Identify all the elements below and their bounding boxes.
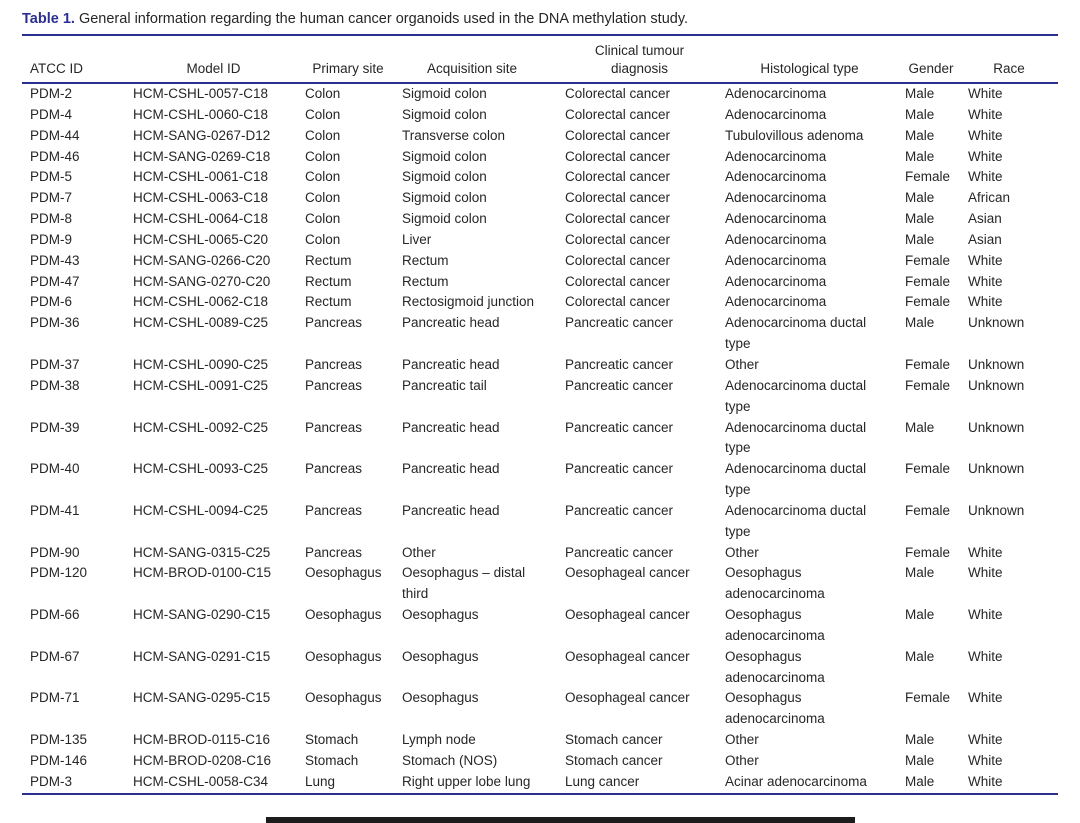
table-cell: Male	[905, 86, 935, 101]
table-cell: Sigmoid colon	[402, 169, 487, 185]
table-row	[22, 167, 1058, 188]
table-cell: PDM-44	[30, 127, 80, 143]
table-cell: Colon	[305, 190, 341, 206]
table-cell: Oesophageal cancer	[565, 648, 690, 664]
table-cell: White	[968, 273, 1003, 289]
table-cell: Male	[905, 648, 935, 664]
table-cell: Asian	[968, 231, 1002, 247]
table-cell: Pancreatic cancer	[565, 315, 674, 331]
table-cell: HCM-BROD-0115-C16	[133, 732, 271, 748]
table-cell: Adenocarcinoma	[725, 169, 827, 185]
table-cell: Colon	[305, 211, 341, 227]
table-cell: Colorectal cancer	[565, 169, 671, 185]
table-cell: Transverse colon	[402, 127, 506, 143]
table-row	[22, 605, 1058, 647]
table-cell: Female	[905, 690, 951, 706]
table-row	[22, 459, 1058, 501]
table-cell: Colon	[305, 148, 341, 164]
table-cell: Colon	[305, 127, 341, 143]
table-cell: PDM-2	[30, 86, 73, 101]
table-cell: Oesophagus adenocarcinoma	[725, 565, 825, 602]
table-cell: HCM-BROD-0100-C15	[133, 565, 272, 581]
table-cell: Adenocarcinoma	[725, 106, 827, 122]
table-cell: White	[968, 607, 1003, 623]
table-cell: HCM-SANG-0295-C15	[133, 690, 271, 706]
table-row	[22, 647, 1058, 689]
table-cell: PDM-43	[30, 252, 80, 268]
table-cell: Right upper lobe lung	[402, 773, 531, 789]
column-header-gender: Gender	[902, 35, 965, 83]
table-cell: Colorectal cancer	[565, 211, 671, 227]
table-cell: PDM-47	[30, 273, 80, 289]
table-cell: White	[968, 544, 1003, 560]
table-cell: Colorectal cancer	[565, 294, 671, 310]
table-row	[22, 355, 1058, 376]
table-cell: White	[968, 773, 1003, 789]
column-header-primary-site: Primary site	[302, 35, 399, 83]
table-row	[22, 105, 1058, 126]
table-cell: Female	[905, 461, 951, 477]
table-cell: HCM-CSHL-0091-C25	[133, 377, 269, 393]
table-cell: Oesophagus	[305, 648, 382, 664]
table-cell: Oesophagus	[305, 607, 382, 623]
table-cell: Male	[905, 106, 935, 122]
table-cell: Adenocarcinoma ductal type	[725, 315, 867, 352]
table-cell: HCM-SANG-0315-C25	[133, 544, 271, 560]
table-cell: Unknown	[968, 461, 1025, 477]
table-cell: Female	[905, 169, 951, 185]
table-cell: Pancreatic head	[402, 502, 500, 518]
table-cell: Pancreatic cancer	[565, 377, 674, 393]
table-cell: Oesophageal cancer	[565, 607, 690, 623]
table-cell: Colorectal cancer	[565, 190, 671, 206]
table-cell: African	[968, 190, 1011, 206]
table-cell: Sigmoid colon	[402, 190, 487, 206]
table-cell: PDM-4	[30, 106, 73, 122]
table-cell: HCM-SANG-0267-D12	[133, 127, 271, 143]
table-cell: Unknown	[968, 502, 1025, 518]
table-cell: White	[968, 753, 1003, 768]
table-cell: White	[968, 252, 1003, 268]
table-cell: Acinar adenocarcinoma	[725, 773, 867, 789]
table-cell: PDM-66	[30, 607, 80, 623]
table-cell: HCM-SANG-0266-C20	[133, 252, 271, 268]
table-cell: Colorectal cancer	[565, 252, 671, 268]
table-cell: Male	[905, 732, 935, 748]
table-cell: Stomach	[305, 753, 359, 768]
table-cell: HCM-CSHL-0057-C18	[133, 86, 269, 101]
table-row	[22, 126, 1058, 147]
table-cell: Other	[725, 753, 759, 768]
table-cell: Unknown	[968, 419, 1025, 435]
table-cell: HCM-CSHL-0093-C25	[133, 461, 269, 477]
table-cell: Colorectal cancer	[565, 86, 671, 101]
table-cell: Lymph node	[402, 732, 476, 748]
column-header-histological-type: Histological type	[722, 35, 902, 83]
table-cell: PDM-146	[30, 753, 88, 768]
table-cell: White	[968, 732, 1003, 748]
table-cell: Rectum	[305, 252, 352, 268]
table-cell: HCM-CSHL-0058-C34	[133, 773, 269, 789]
table-cell: Adenocarcinoma	[725, 190, 827, 206]
table-cell: Pancreas	[305, 356, 363, 372]
table-cell: Colon	[305, 106, 341, 122]
table-cell: Other	[725, 544, 759, 560]
table-row	[22, 272, 1058, 293]
table-cell: Female	[905, 356, 951, 372]
table-cell: Pancreatic cancer	[565, 502, 674, 518]
table-cell: PDM-9	[30, 231, 73, 247]
table-cell: Stomach cancer	[565, 753, 663, 768]
table-cell: Adenocarcinoma ductal type	[725, 377, 867, 414]
table-cell: PDM-71	[30, 690, 80, 706]
table-cell: Pancreatic head	[402, 356, 500, 372]
table-cell: PDM-38	[30, 377, 80, 393]
column-header-race: Race	[965, 35, 1058, 83]
table-cell: PDM-36	[30, 315, 80, 331]
table-cell: Pancreatic head	[402, 419, 500, 435]
table-cell: Adenocarcinoma ductal type	[725, 502, 867, 539]
table-cell: Male	[905, 565, 935, 581]
table-cell: Unknown	[968, 315, 1025, 331]
table-cell: Male	[905, 607, 935, 623]
table-cell: PDM-90	[30, 544, 80, 560]
table-row	[22, 209, 1058, 230]
table-cell: Adenocarcinoma	[725, 231, 827, 247]
table-cell: PDM-3	[30, 773, 73, 789]
table-cell: White	[968, 169, 1003, 185]
column-header-acquisition-site: Acquisition site	[399, 35, 562, 83]
table-cell: Oesophagus adenocarcinoma	[725, 690, 825, 727]
table-cell: Female	[905, 544, 951, 560]
table-cell: HCM-CSHL-0060-C18	[133, 106, 269, 122]
table-cell: PDM-7	[30, 190, 73, 206]
table-row	[22, 147, 1058, 168]
table-cell: Unknown	[968, 377, 1025, 393]
table-cell: HCM-CSHL-0065-C20	[133, 231, 269, 247]
paper-table-section	[22, 10, 1058, 795]
table-cell: PDM-41	[30, 502, 80, 518]
table-cell: HCM-SANG-0290-C15	[133, 607, 271, 623]
table-cell: White	[968, 648, 1003, 664]
table-row	[22, 292, 1058, 313]
table-cell: Tubulovillous adenoma	[725, 127, 864, 143]
table-cell: Pancreatic cancer	[565, 419, 674, 435]
table-cell: Rectum	[305, 273, 352, 289]
table-cell: Female	[905, 377, 951, 393]
table-row	[22, 772, 1058, 794]
table-cell: Lung	[305, 773, 336, 789]
table-cell: HCM-CSHL-0063-C18	[133, 190, 269, 206]
table-caption-label: Table 1.	[22, 11, 75, 27]
table-cell: PDM-37	[30, 356, 80, 372]
table-cell: PDM-120	[30, 565, 88, 581]
table-cell: Pancreas	[305, 502, 363, 518]
table-cell: Stomach	[305, 732, 359, 748]
table-cell: Oesophagus	[305, 565, 382, 581]
table-cell: PDM-46	[30, 148, 80, 164]
table-row	[22, 251, 1058, 272]
table-cell: Adenocarcinoma	[725, 86, 827, 101]
table-cell: Adenocarcinoma	[725, 252, 827, 268]
table-cell: White	[968, 294, 1003, 310]
table-cell: Pancreas	[305, 377, 363, 393]
table-row	[22, 188, 1058, 209]
table-cell: Pancreas	[305, 419, 363, 435]
table-cell: Oesophageal cancer	[565, 690, 690, 706]
table-cell: White	[968, 690, 1003, 706]
table-cell: Adenocarcinoma	[725, 211, 827, 227]
table-cell: Other	[725, 732, 759, 748]
table-cell: PDM-8	[30, 211, 73, 227]
table-cell: PDM-40	[30, 461, 80, 477]
table-cell: Pancreas	[305, 544, 363, 560]
table-cell: Oesophagus	[402, 648, 479, 664]
table-row	[22, 376, 1058, 418]
table-cell: Asian	[968, 211, 1002, 227]
table-cell: HCM-CSHL-0064-C18	[133, 211, 269, 227]
table-cell: Female	[905, 502, 951, 518]
table-cell: Female	[905, 273, 951, 289]
table-cell: HCM-CSHL-0061-C18	[133, 169, 269, 185]
table-cell: Sigmoid colon	[402, 148, 487, 164]
table-cell: Sigmoid colon	[402, 106, 487, 122]
table-cell: Male	[905, 231, 935, 247]
organoids-table	[22, 34, 1058, 795]
table-cell: PDM-67	[30, 648, 80, 664]
next-table-top-border	[266, 817, 855, 823]
table-cell: Oesophagus adenocarcinoma	[725, 648, 825, 685]
table-body	[22, 83, 1058, 794]
table-row	[22, 230, 1058, 251]
table-cell: Colon	[305, 169, 341, 185]
table-cell: Other	[725, 356, 759, 372]
table-cell: Adenocarcinoma	[725, 294, 827, 310]
table-row	[22, 751, 1058, 772]
table-cell: Female	[905, 294, 951, 310]
table-cell: White	[968, 106, 1003, 122]
table-cell: HCM-CSHL-0092-C25	[133, 419, 269, 435]
table-cell: Rectum	[402, 273, 449, 289]
table-cell: HCM-SANG-0270-C20	[133, 273, 271, 289]
table-cell: PDM-135	[30, 732, 88, 748]
table-cell: Pancreatic tail	[402, 377, 487, 393]
table-cell: Sigmoid colon	[402, 86, 487, 101]
table-cell: Pancreas	[305, 315, 363, 331]
table-cell: Male	[905, 148, 935, 164]
table-row	[22, 730, 1058, 751]
table-header	[22, 35, 1058, 83]
table-cell: White	[968, 148, 1003, 164]
table-cell: Other	[402, 544, 436, 560]
table-cell: PDM-6	[30, 294, 73, 310]
table-cell: Unknown	[968, 356, 1025, 372]
table-cell: Colorectal cancer	[565, 273, 671, 289]
table-row	[22, 313, 1058, 355]
table-cell: Stomach cancer	[565, 732, 663, 748]
table-cell: Pancreatic cancer	[565, 544, 674, 560]
table-cell: HCM-CSHL-0062-C18	[133, 294, 269, 310]
table-row	[22, 501, 1058, 543]
table-cell: Male	[905, 127, 935, 143]
table-cell: Colorectal cancer	[565, 231, 671, 247]
table-cell: Pancreatic cancer	[565, 461, 674, 477]
table-cell: Rectum	[305, 294, 352, 310]
table-cell: Rectum	[402, 252, 449, 268]
table-caption-text: General information regarding the human cancer organoids used in the DNA methylation study.	[78, 11, 689, 27]
table-cell: Oesophagus	[305, 690, 382, 706]
table-cell: Colorectal cancer	[565, 127, 671, 143]
table-cell: Oesophageal cancer	[565, 565, 690, 581]
table-cell: HCM-SANG-0291-C15	[133, 648, 271, 664]
table-cell: Colorectal cancer	[565, 148, 671, 164]
table-cell: Liver	[402, 231, 432, 247]
table-row	[22, 543, 1058, 564]
table-cell: Oesophagus – distal third	[402, 565, 526, 602]
table-row	[22, 688, 1058, 730]
table-cell: HCM-SANG-0269-C18	[133, 148, 271, 164]
table-cell: White	[968, 565, 1003, 581]
table-cell: Oesophagus adenocarcinoma	[725, 607, 825, 643]
table-cell: Sigmoid colon	[402, 211, 487, 227]
table-cell: Male	[905, 753, 935, 768]
table-cell: Male	[905, 315, 935, 331]
table-cell: Colorectal cancer	[565, 106, 671, 122]
column-header-clinical-diagnosis: Clinical tumour diagnosis	[562, 35, 722, 83]
column-header-atcc-id: ATCC ID	[22, 35, 130, 83]
table-cell: HCM-CSHL-0094-C25	[133, 502, 269, 518]
table-cell: Male	[905, 211, 935, 227]
header-row	[22, 35, 1058, 83]
table-cell: HCM-CSHL-0089-C25	[133, 315, 269, 331]
table-cell: Female	[905, 252, 951, 268]
table-cell: Oesophagus	[402, 690, 479, 706]
table-cell: Stomach (NOS)	[402, 753, 498, 768]
table-cell: Adenocarcinoma	[725, 273, 827, 289]
table-cell: PDM-5	[30, 169, 73, 185]
column-header-model-id: Model ID	[130, 35, 302, 83]
table-cell: PDM-39	[30, 419, 80, 435]
table-cell: HCM-BROD-0208-C16	[133, 753, 272, 768]
table-cell: Pancreatic head	[402, 315, 500, 331]
table-cell: Lung cancer	[565, 773, 640, 789]
table-caption	[22, 10, 1058, 28]
table-cell: Rectosigmoid junction	[402, 294, 535, 310]
table-cell: Colon	[305, 231, 341, 247]
table-cell: Adenocarcinoma ductal type	[725, 461, 867, 498]
table-cell: Pancreas	[305, 461, 363, 477]
table-cell: Oesophagus	[402, 607, 479, 623]
table-row	[22, 418, 1058, 460]
table-cell: Male	[905, 190, 935, 206]
table-cell: Male	[905, 419, 935, 435]
table-cell: White	[968, 86, 1003, 101]
table-cell: HCM-CSHL-0090-C25	[133, 356, 269, 372]
table-cell: Male	[905, 773, 935, 789]
table-cell: Pancreatic head	[402, 461, 500, 477]
table-row	[22, 83, 1058, 105]
table-row	[22, 563, 1058, 605]
table-cell: Colon	[305, 86, 341, 101]
table-cell: White	[968, 127, 1003, 143]
table-cell: Adenocarcinoma	[725, 148, 827, 164]
table-cell: Adenocarcinoma ductal type	[725, 419, 867, 456]
table-cell: Pancreatic cancer	[565, 356, 674, 372]
